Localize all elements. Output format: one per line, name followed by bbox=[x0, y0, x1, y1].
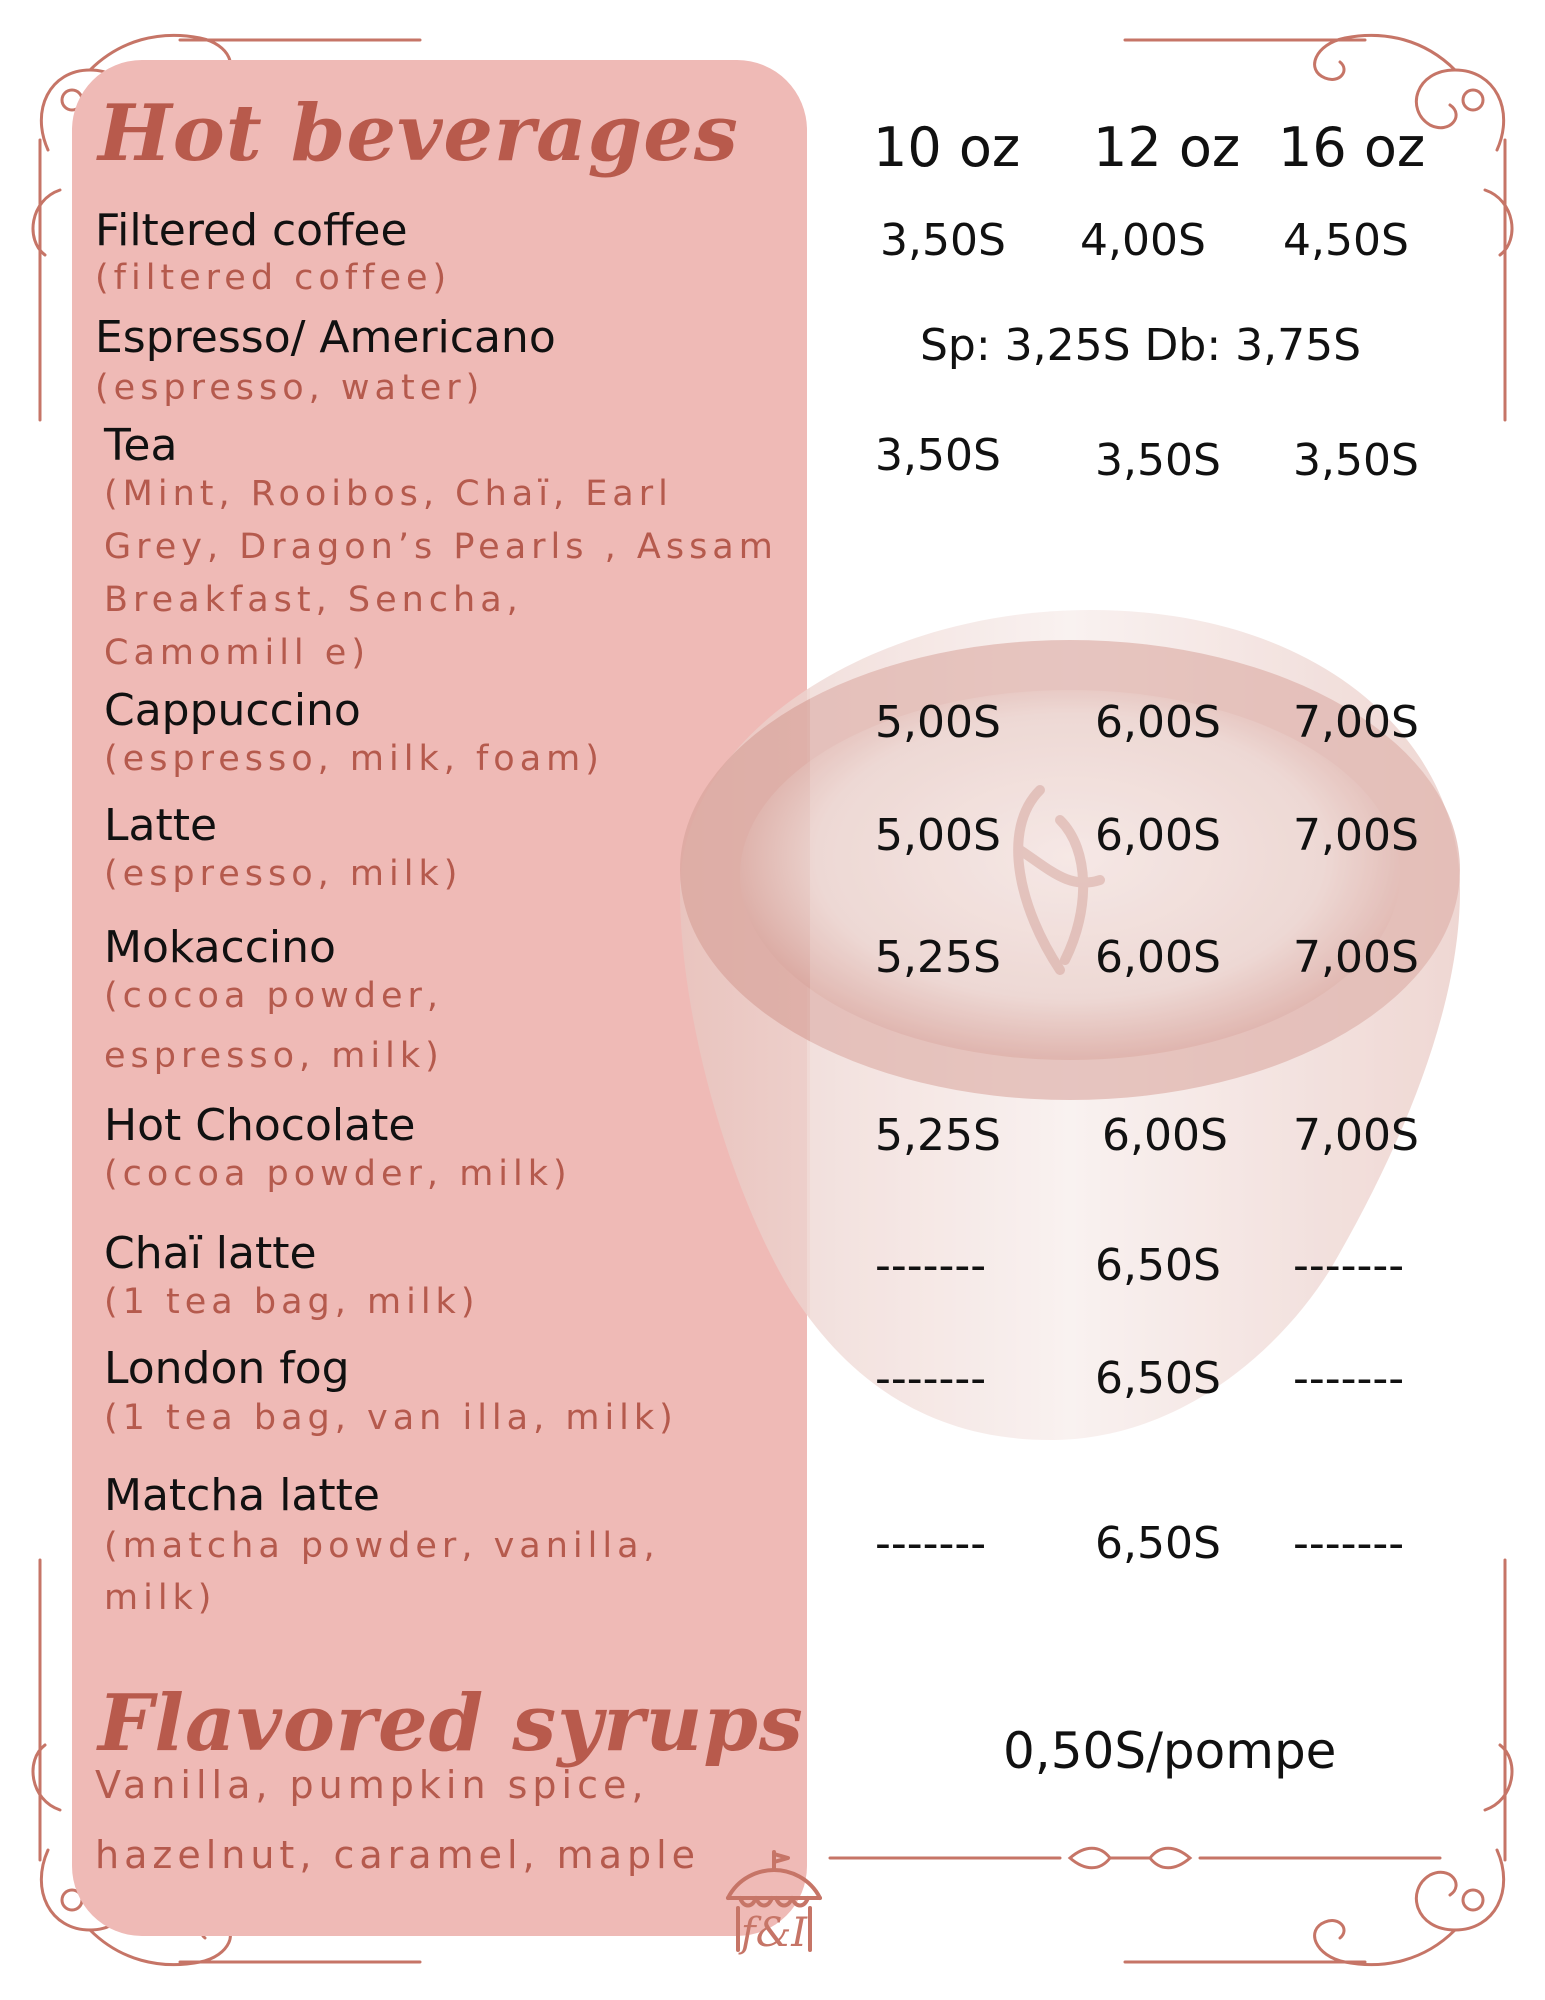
item-name-mokaccino: Mokaccino bbox=[104, 922, 336, 973]
item-name-matcha-latte: Matcha latte bbox=[104, 1470, 380, 1521]
price-london-fog-12oz: 6,50S bbox=[1095, 1353, 1221, 1404]
carousel-logo-icon bbox=[718, 1846, 830, 1956]
price-chai-latte-16oz: ------- bbox=[1293, 1240, 1405, 1291]
price-mokaccino-12oz: 6,00S bbox=[1095, 932, 1221, 983]
item-desc-tea-line-2: Grey, Dragon’s Pearls , Assam bbox=[104, 527, 778, 567]
item-name-latte: Latte bbox=[104, 800, 218, 851]
price-latte-10oz: 5,00S bbox=[875, 810, 1001, 861]
price-hot-chocolate-12oz: 6,00S bbox=[1102, 1110, 1228, 1161]
price-cappuccino-10oz: 5,00S bbox=[875, 697, 1001, 748]
item-desc-filtered-coffee: (filtered coffee) bbox=[95, 258, 452, 298]
flavored-syrups-heading: Flavored syrups bbox=[98, 1678, 804, 1769]
item-name-filtered-coffee: Filtered coffee bbox=[95, 205, 408, 256]
item-desc-tea-line-3: Breakfast, Sencha, bbox=[104, 580, 523, 620]
price-chai-latte-12oz: 6,50S bbox=[1095, 1240, 1221, 1291]
price-mokaccino-16oz: 7,00S bbox=[1293, 932, 1419, 983]
price-cappuccino-12oz: 6,00S bbox=[1095, 697, 1221, 748]
item-name-hot-chocolate: Hot Chocolate bbox=[104, 1100, 416, 1151]
item-desc-matcha-latte-line-2: milk) bbox=[104, 1578, 217, 1618]
item-desc-mokaccino-line-2: espresso, milk) bbox=[104, 1036, 444, 1076]
size-header-10oz: 10 oz bbox=[873, 116, 1021, 179]
price-mokaccino-10oz: 5,25S bbox=[875, 932, 1001, 983]
hot-beverages-heading: Hot beverages bbox=[98, 88, 739, 179]
price-hot-chocolate-16oz: 7,00S bbox=[1293, 1110, 1419, 1161]
divider-ornament bbox=[830, 1848, 1440, 1868]
item-name-tea: Tea bbox=[104, 420, 178, 471]
item-desc-mokaccino-line-1: (cocoa powder, bbox=[104, 976, 444, 1016]
price-london-fog-16oz: ------- bbox=[1293, 1353, 1405, 1404]
price-tea-10oz: 3,50S bbox=[875, 430, 1001, 481]
item-desc-tea-line-1: (Mint, Rooibos, Chaï, Earl bbox=[104, 474, 673, 514]
item-name-chai-latte: Chaï latte bbox=[104, 1228, 317, 1279]
price-latte-16oz: 7,00S bbox=[1293, 810, 1419, 861]
price-matcha-latte-16oz: ------- bbox=[1293, 1518, 1405, 1569]
item-desc-matcha-latte-line-1: (matcha powder, vanilla, bbox=[104, 1526, 660, 1566]
item-desc-latte: (espresso, milk) bbox=[104, 854, 463, 894]
item-desc-hot-chocolate: (cocoa powder, milk) bbox=[104, 1154, 572, 1194]
price-chai-latte-10oz: ------- bbox=[875, 1240, 987, 1291]
price-matcha-latte-12oz: 6,50S bbox=[1095, 1518, 1221, 1569]
price-tea-16oz: 3,50S bbox=[1293, 435, 1419, 486]
syrup-list-line-2: hazelnut, caramel, maple bbox=[95, 1833, 701, 1877]
item-desc-london-fog: (1 tea bag, van illa, milk) bbox=[104, 1398, 678, 1438]
item-desc-espresso-americano: (espresso, water) bbox=[95, 368, 485, 408]
item-desc-cappuccino: (espresso, milk, foam) bbox=[104, 739, 604, 779]
price-tea-12oz: 3,50S bbox=[1095, 435, 1221, 486]
item-name-espresso-americano: Espresso/ Americano bbox=[95, 312, 556, 363]
item-desc-tea-line-4: Camomill e) bbox=[104, 633, 370, 673]
svg-text:f&I: f&I bbox=[740, 1910, 808, 1956]
item-name-london-fog: London fog bbox=[104, 1343, 350, 1394]
price-cappuccino-16oz: 7,00S bbox=[1293, 697, 1419, 748]
price-espresso-single-double: Sp: 3,25S Db: 3,75S bbox=[920, 320, 1362, 371]
price-filtered-coffee-10oz: 3,50S bbox=[880, 215, 1006, 266]
syrup-list-line-1: Vanilla, pumpkin spice, bbox=[95, 1763, 649, 1807]
size-header-12oz: 12 oz bbox=[1093, 116, 1241, 179]
price-latte-12oz: 6,00S bbox=[1095, 810, 1221, 861]
price-hot-chocolate-10oz: 5,25S bbox=[875, 1110, 1001, 1161]
item-name-cappuccino: Cappuccino bbox=[104, 685, 361, 736]
size-header-16oz: 16 oz bbox=[1278, 116, 1426, 179]
syrup-price: 0,50S/pompe bbox=[1003, 1722, 1337, 1780]
price-matcha-latte-10oz: ------- bbox=[875, 1518, 987, 1569]
price-london-fog-10oz: ------- bbox=[875, 1353, 987, 1404]
price-filtered-coffee-16oz: 4,50S bbox=[1283, 215, 1409, 266]
item-desc-chai-latte: (1 tea bag, milk) bbox=[104, 1282, 480, 1322]
price-filtered-coffee-12oz: 4,00S bbox=[1080, 215, 1206, 266]
